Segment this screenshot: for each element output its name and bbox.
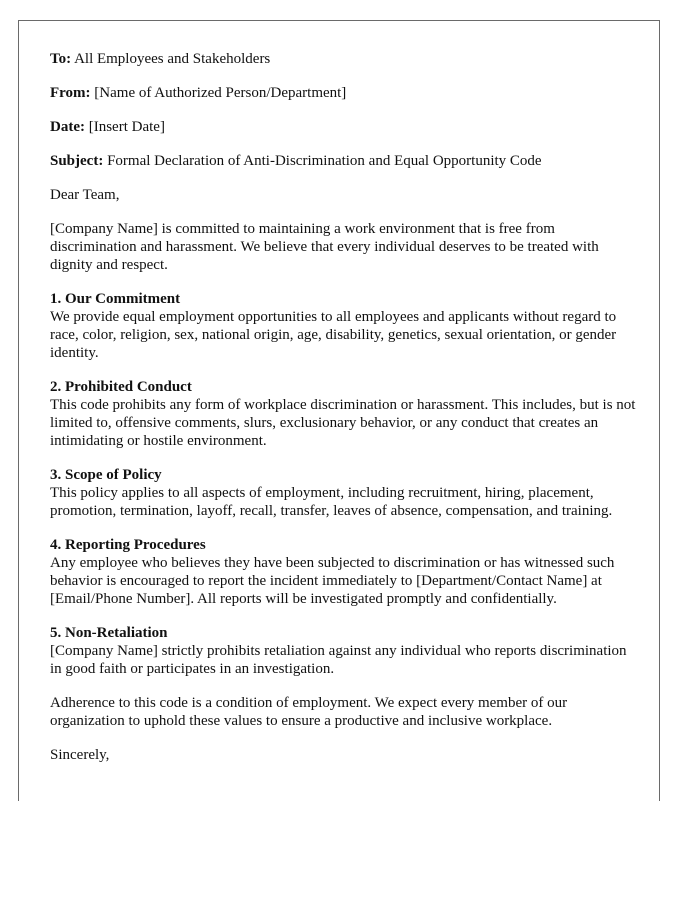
section-title: 3. Scope of Policy	[50, 467, 162, 483]
section-title: 4. Reporting Procedures	[50, 537, 206, 553]
to-label: To:	[50, 51, 72, 67]
subject-label: Subject:	[50, 153, 104, 169]
signoff: Sincerely,	[50, 747, 110, 763]
intro-paragraph: [Company Name] is committed to maintaining a work environment that is free from discrimination and harassment. We believe that every individual deserves to be treated with dignity and respect.	[50, 221, 599, 273]
section-text: Any employee who believes they have been subjected to discrimination or has witnessed such behavior is encouraged to report the incident immediately to [Department/Contact Name] at [Email/Phone Number]. All reports will be investigated promptly and confidentially.	[50, 555, 615, 607]
letter-content	[50, 50, 640, 780]
closing-paragraph: Adherence to this code is a condition of employment. We expect every member of our organization to uphold these values to ensure a productive and inclusive workplace.	[50, 695, 568, 729]
date-label: Date:	[50, 119, 85, 135]
section-prohibited-conduct	[50, 378, 640, 450]
greeting: Dear Team,	[50, 187, 120, 203]
section-title: 5. Non-Retaliation	[50, 625, 168, 641]
from-line	[50, 84, 640, 102]
section-title: 2. Prohibited Conduct	[50, 379, 192, 395]
section-text: [Company Name] strictly prohibits retaliation against any individual who reports discrimination in good faith or participates in an investigation.	[50, 643, 627, 677]
date-line	[50, 118, 640, 136]
letter-page	[18, 20, 660, 801]
date-value: [Insert Date]	[88, 119, 165, 135]
to-value: All Employees and Stakeholders	[74, 51, 271, 67]
from-value: [Name of Authorized Person/Department]	[94, 85, 347, 101]
section-text: We provide equal employment opportunities to all employees and applicants without regard to race, color, religion, sex, national origin, age, disability, genetics, sexual orientation, or gender identity.	[50, 309, 617, 361]
subject-value: Formal Declaration of Anti-Discrimination and Equal Opportunity Code	[107, 153, 542, 169]
section-text: This policy applies to all aspects of employment, including recruitment, hiring, placement, promotion, termination, layoff, recall, transfer, leaves of absence, compensation, and training.	[50, 485, 613, 519]
from-label: From:	[50, 85, 91, 101]
section-non-retaliation	[50, 624, 640, 678]
to-line	[50, 50, 640, 68]
section-commitment	[50, 290, 640, 362]
section-text: This code prohibits any form of workplace discrimination or harassment. This includes, but is not limited to, offensive comments, slurs, exclusionary behavior, or any conduct that creates an intimidating or hostile environment.	[50, 397, 636, 449]
section-reporting	[50, 536, 640, 608]
section-title: 1. Our Commitment	[50, 291, 181, 307]
section-scope	[50, 466, 640, 520]
subject-line	[50, 152, 640, 170]
